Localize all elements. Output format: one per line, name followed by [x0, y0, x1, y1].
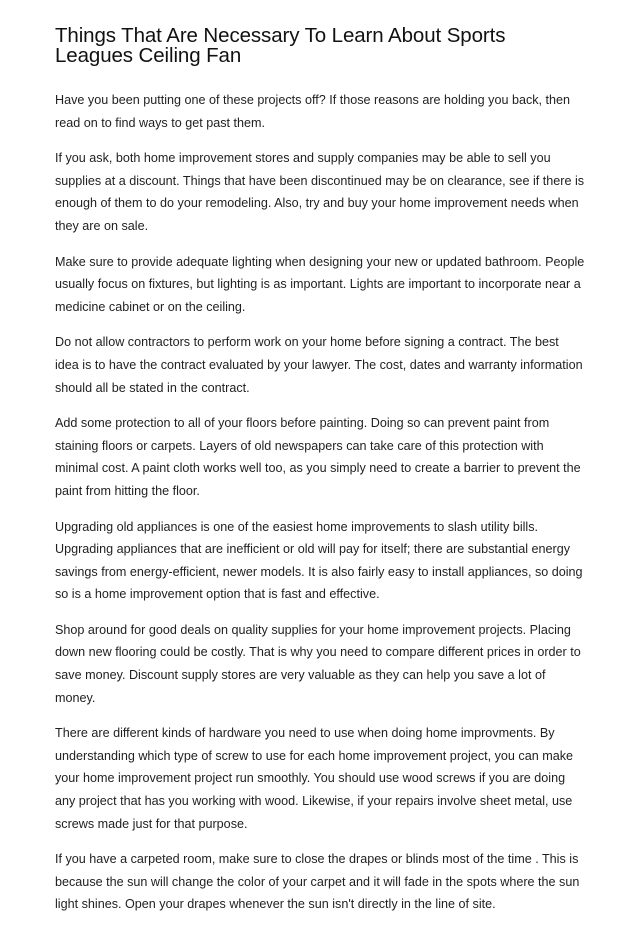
- paragraph-5: Add some protection to all of your floors before painting. Doing so can prevent paint from staining floors or carpets. Layers of old newspapers can take care of this protection with minimal cost. A paint cloth works well too, as you simply need to create a barrier to prevent the paint from hitting the floor.: [55, 416, 581, 498]
- paragraph-8: There are different kinds of hardware you need to use when doing home improvments. By understanding which type of screw to use for each home improvement project, you can make your home improvement project run smoothly. You should use wood screws if you are doing any project that has you working with wood. Likewise, if your repairs involve sheet metal, use screws made just for that purpose.: [55, 726, 574, 831]
- paragraph-2: If you ask, both home improvement stores and supply companies may be able to sell you supplies at a discount. Things that have been discontinued may be on clearance, see if there is enough of them to do your remodeling. Also, try and buy your home improvement needs when they are on sale.: [55, 151, 585, 233]
- document-page: [55, 26, 585, 929]
- paragraph-9: If you have a carpeted room, make sure to close the drapes or blinds most of the time . This is because the sun will change the color of your carpet and it will fade in the spots where the sun light shines. Open your drapes whenever the sun isn't directly in the line of site.: [55, 852, 580, 912]
- paragraph-3: Make sure to provide adequate lighting when designing your new or updated bathroom. People usually focus on fixtures, but lighting is as important. Lights are important to incorporate near a medicine cabinet or on the ceiling.: [55, 254, 585, 314]
- paragraph-6: Upgrading old appliances is one of the easiest home improvements to slash utility bills. Upgrading appliances that are inefficient or old will pay for itself; there are substantial energy savings from energy-efficient, newer models. It is also fairly easy to install appliances, so doing so is a home improvement option that is fast and effective.: [55, 519, 583, 602]
- article-body: [55, 89, 585, 916]
- paragraph-4: Do not allow contractors to perform work on your home before signing a contract. The best idea is to have the contract evaluated by your lawyer. The cost, dates and warranty information should all be stated in the contract.: [55, 335, 583, 395]
- page-title: Things That Are Necessary To Learn About Sports Leagues Ceiling Fan: [55, 24, 506, 67]
- paragraph-1: Have you been putting one of these projects off? If those reasons are holding you back, then read on to find ways to get past them.: [55, 93, 571, 130]
- paragraph-7: Shop around for good deals on quality supplies for your home improvement projects. Placing down new flooring could be costly. That is why you need to compare different prices in order to save money. Discount supply stores are very valuable as they can help you save a lot of money.: [55, 622, 581, 705]
